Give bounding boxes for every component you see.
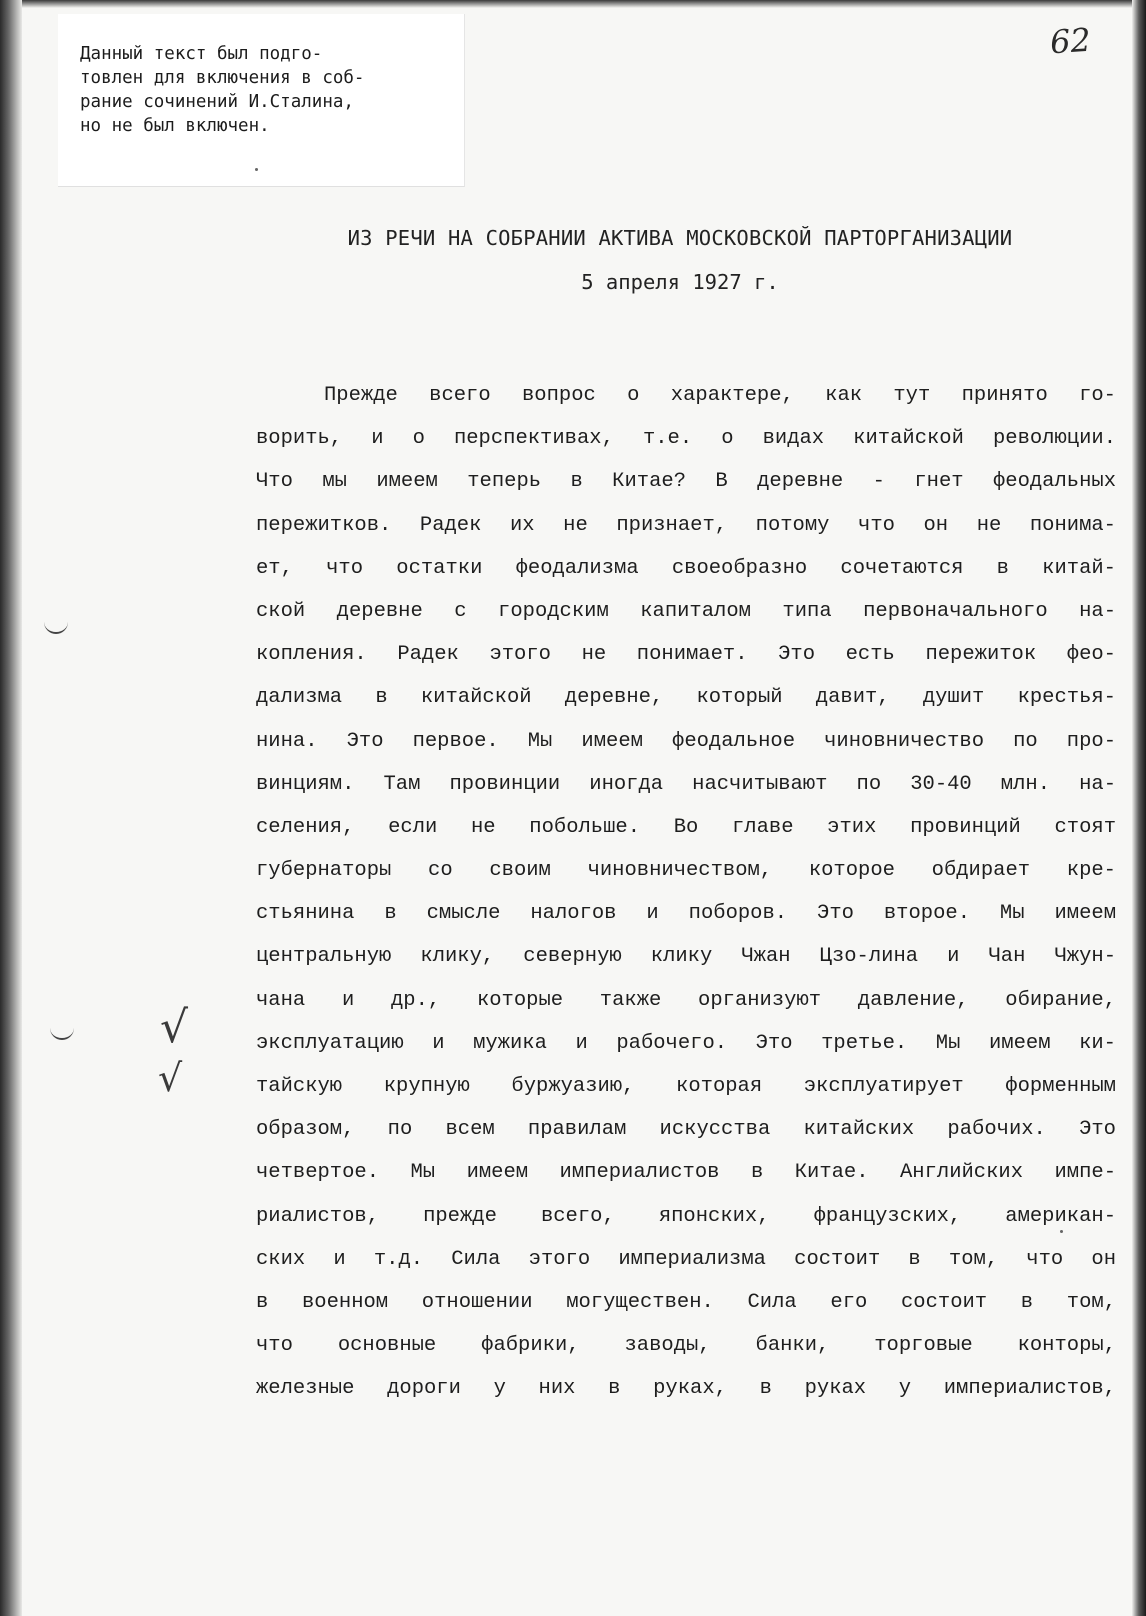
body-line: стьянина в смысле налогов и поборов. Это второе. Мы имеем [256, 902, 1116, 926]
body-line: ворить, и о перспективах, т.е. о видах китайской революции. [256, 427, 1116, 451]
body-line: винциям. Там провинции иногда насчитывают по 30-40 млн. на- [256, 772, 1116, 796]
body-line: в военном отношении могуществен. Сила его состоит в том, [256, 1290, 1116, 1314]
body-line: эксплуатацию и мужика и рабочего. Это третье. Мы имеем ки- [256, 1031, 1116, 1055]
body-line: копления. Радек этого не понимает. Это есть пережиток фео- [256, 643, 1116, 667]
body-line: железные дороги у них в руках, в руках у империалистов, [256, 1377, 1116, 1401]
body-line: губернаторы со своим чиновничеством, которое обдирает кре- [256, 859, 1116, 883]
body-line: центральную клику, северную клику Чжан Цзо-лина и Чан Чжун- [256, 945, 1116, 969]
body-line: риалистов, прежде всего, японских, французских, американ- [256, 1204, 1116, 1228]
body-line: Прежде всего вопрос о характере, как тут принято го- [324, 384, 1116, 407]
checkmark-icon: √ [158, 1056, 183, 1100]
body-line: четвертое. Мы имеем империалистов в Китае. Английских импе- [256, 1161, 1116, 1185]
note-line: рание сочинений И.Сталина, [80, 92, 354, 112]
scan-edge-top [0, 0, 1146, 8]
margin-mark-arc-icon [50, 1024, 74, 1040]
document-date: 5 апреля 1927 г. [581, 270, 779, 294]
scan-speck [255, 168, 258, 171]
body-line: чана и др., которые также организуют давление, обирание, [256, 988, 1116, 1012]
scan-edge-left [0, 0, 22, 1616]
note-line: товлен для включения в соб- [80, 68, 365, 88]
handwritten-page-number: 62 [1048, 20, 1092, 62]
body-line: что основные фабрики, заводы, банки, торговые конторы, [256, 1334, 1116, 1358]
scan-edge-right [1132, 0, 1146, 1616]
document-title: ИЗ РЕЧИ НА СОБРАНИИ АКТИВА МОСКОВСКОЙ ПАРТОРГАНИЗАЦИИ [347, 226, 1013, 250]
body-line: нина. Это первое. Мы имеем феодальное чиновничество по про- [256, 729, 1116, 753]
speech-body [256, 374, 1116, 1411]
body-line: ской деревне с городским капиталом типа первоначального на- [256, 599, 1116, 623]
body-line: селения, если не побольше. Во главе этих провинций стоят [256, 815, 1116, 839]
body-line: образом, по всем правилам искусства китайских рабочих. Это [256, 1118, 1116, 1142]
body-line: пережитков. Радек их не признает, потому что он не понима- [256, 513, 1116, 537]
archival-note [80, 42, 460, 138]
body-line: тайскую крупную буржуазию, которая эксплуатирует форменным [256, 1075, 1116, 1098]
checkmark-icon: √ [160, 1002, 189, 1053]
body-line: ет, что остатки феодализма своеобразно сочетаются в китай- [256, 556, 1116, 580]
margin-mark-arc-icon [44, 618, 68, 634]
body-line: ских и т.д. Сила этого империализма состоит в том, что он [256, 1247, 1116, 1271]
note-line: но не был включен. [80, 116, 270, 136]
body-line: дализма в китайской деревне, который давит, душит крестья- [256, 686, 1116, 710]
note-line: Данный текст был подго- [80, 44, 323, 64]
body-line: Что мы имеем теперь в Китае? В деревне - гнет феодальных [256, 470, 1116, 494]
